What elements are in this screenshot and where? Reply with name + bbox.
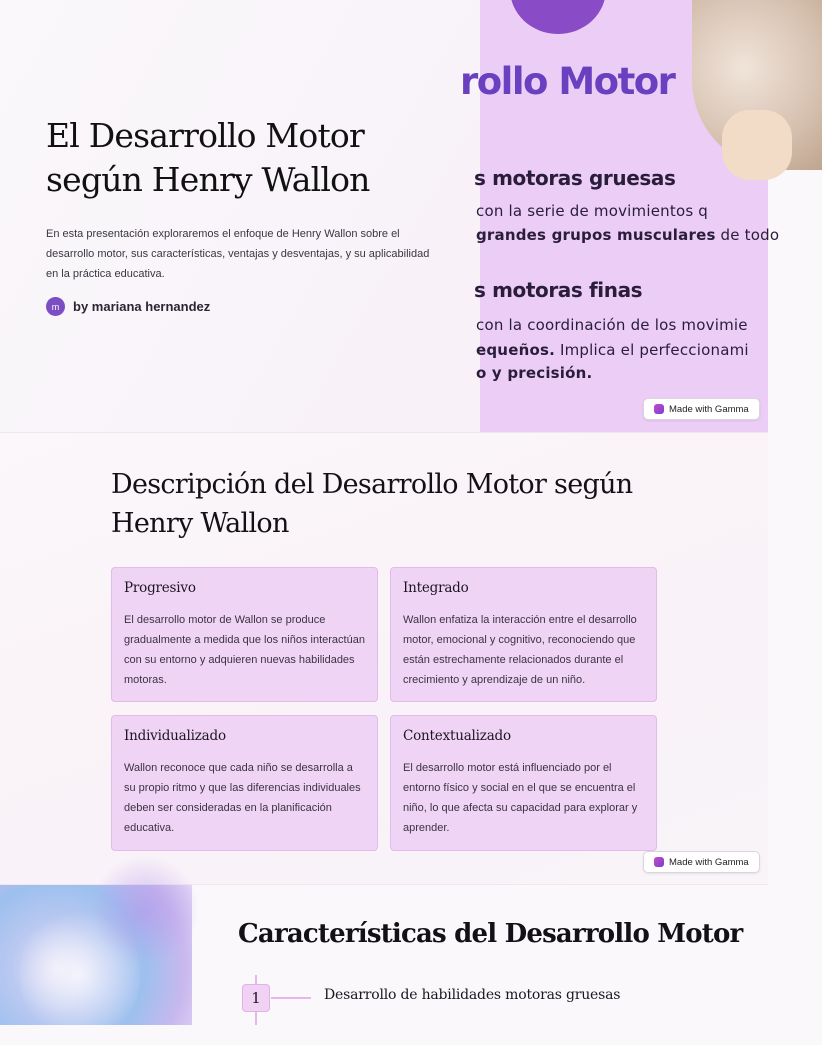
hero-text-bold: grandes grupos musculares [476, 226, 716, 244]
card-title: Contextualizado [403, 728, 511, 744]
card-body: El desarrollo motor de Wallon se produce gradualmente a medida que los niños interactúan con su entorno y adquieren nuevas habilidades motoras. [124, 614, 365, 686]
hero-text-line [476, 364, 592, 382]
presentation-description: En esta presentación exploraremos el enfoque de Henry Wallon sobre el desarrollo motor, sus características, ventajas y desventajas, y su aplicabilidad en la práctica educativa. [46, 228, 430, 280]
slide-title: Descripción del Desarrollo Motor según Henry Wallon [111, 469, 633, 539]
author-byline [46, 297, 210, 316]
title-line-1: El Desarrollo Motor [46, 116, 364, 155]
step-connector [271, 997, 311, 999]
made-with-gamma-button[interactable] [643, 851, 760, 873]
card-body: Wallon reconoce que cada niño se desarrolla a su propio ritmo y que las diferencias individuales deben ser consideradas en la planificación educativa. [124, 762, 361, 834]
card-body: Wallon enfatiza la interacción entre el desarrollo motor, emocional y cognitivo, reconociendo que están estrechamente relacionados durante el crecimiento y aprendizaje de un niño. [403, 614, 637, 686]
hero-text-line: con la coordinación de los movimie [476, 316, 748, 334]
hero-subheading-gross: s motoras gruesas [474, 166, 676, 190]
hero-text-line: con la serie de movimientos q [476, 202, 709, 220]
hero-subheading-fine: s motoras finas [474, 278, 643, 302]
card-integrado [390, 567, 657, 702]
baby-figure [722, 110, 792, 180]
slide-description [0, 432, 768, 884]
hero-text-bold: equeños. [476, 341, 555, 359]
card-title: Progresivo [124, 580, 196, 596]
card-title: Integrado [403, 580, 469, 596]
card-title: Individualizado [124, 728, 226, 744]
baby-photo [692, 0, 822, 170]
hero-text-line [476, 341, 749, 359]
title-line-2: según Henry Wallon [46, 160, 370, 199]
avatar: m [46, 297, 65, 316]
slide-title: Características del Desarrollo Motor [238, 919, 743, 949]
hero-text-rest: de todo [715, 226, 780, 244]
card-body: El desarrollo motor está influenciado por el entorno físico y social en el que se encuentra el niño, lo que afecta su capacidad para explorar y aprender. [403, 762, 638, 834]
decorative-blob [510, 0, 606, 34]
card-individualizado [111, 715, 378, 851]
slide-characteristics [0, 884, 768, 1024]
badge-label: Made with Gamma [669, 856, 749, 868]
card-progresivo [111, 567, 378, 702]
badge-label: Made with Gamma [669, 403, 749, 415]
hero-image [460, 0, 780, 432]
hero-text-rest: Implica el perfeccionami [554, 341, 749, 359]
presentation-title [46, 114, 466, 202]
step-number-badge: 1 [242, 984, 270, 1012]
swirl-shape [90, 855, 200, 965]
hero-text-bold: o y precisión. [476, 364, 593, 382]
made-with-gamma-button[interactable] [643, 398, 760, 420]
author-name: by mariana hernandez [73, 299, 211, 314]
card-contextualizado [390, 715, 657, 851]
hero-text-line [476, 226, 779, 244]
step-title: Desarrollo de habilidades motoras gruesas [324, 987, 621, 1003]
hero-heading: rollo Motor [460, 60, 675, 103]
gamma-logo-icon [654, 857, 664, 867]
decorative-swirl-image [0, 885, 192, 1025]
slide-title [0, 0, 780, 432]
gamma-logo-icon [654, 404, 664, 414]
